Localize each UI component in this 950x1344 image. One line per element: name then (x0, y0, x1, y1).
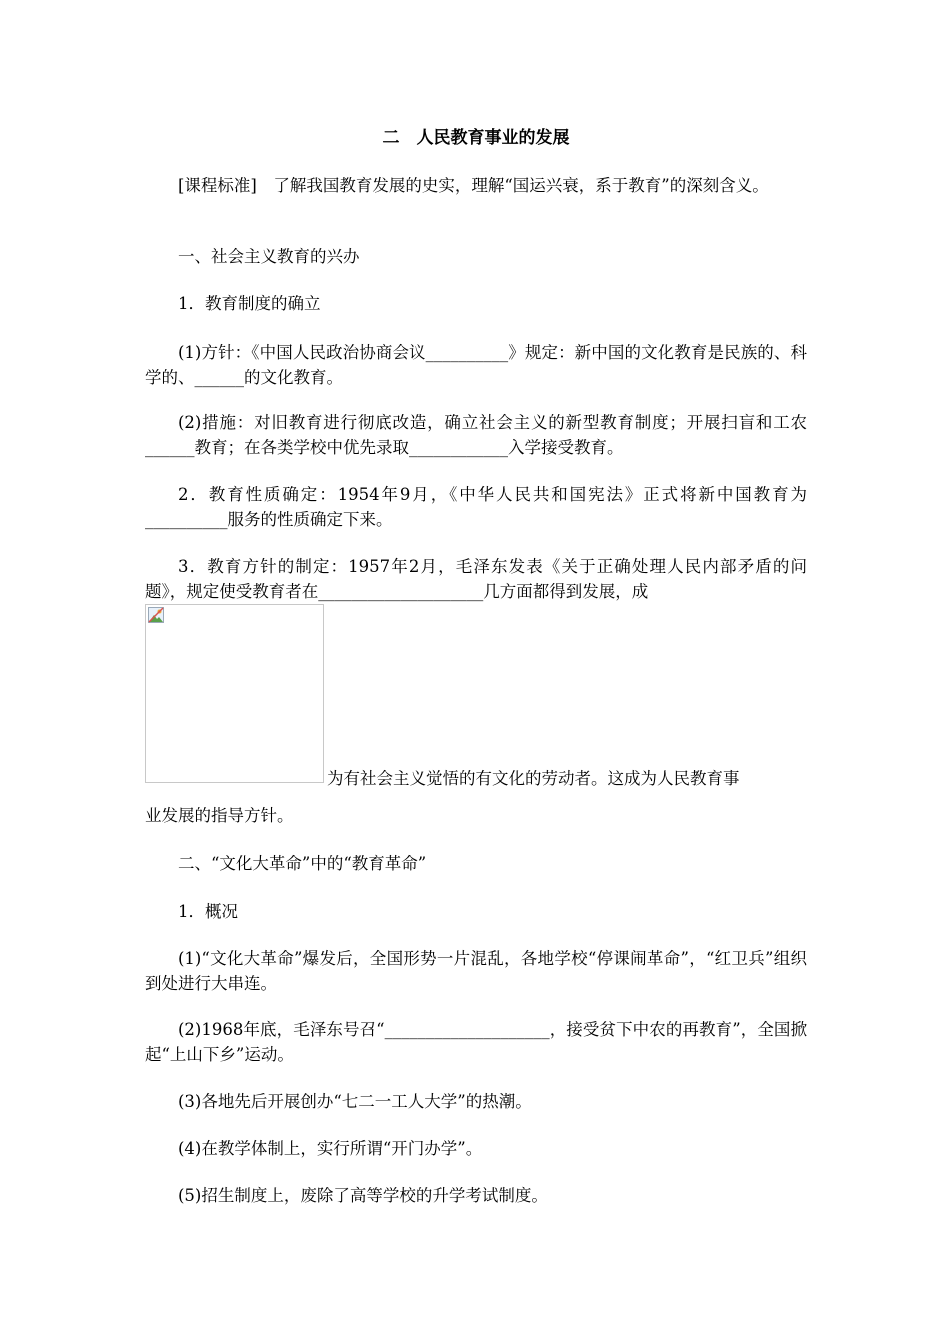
paragraph-2-1-1: (1)“文化大革命”爆发后，全国形势一片混乱，各地学校“停课闹革命”，“红卫兵”组织到处进行大串连。 (145, 949, 807, 993)
paragraph-2-1-5: (5)招生制度上，废除了高等学校的升学考试制度。 (178, 1186, 548, 1205)
paragraph-1-2: 2．教育性质确定：1954年9月，《中华人民共和国宪法》正式将新中国教育为__________服务的性质确定下来。 (145, 485, 807, 529)
subheading-1-1: 1．教育制度的确立 (178, 294, 321, 313)
curriculum-standard: [课程标准] 了解我国教育发展的史实，理解“国运兴衰，系于教育”的深刻含义。 (178, 176, 769, 195)
section-heading-1: 一、社会主义教育的兴办 (178, 247, 360, 266)
paragraph-1-1-1: (1)方针：《中国人民政治协商会议__________》规定：新中国的文化教育是民族的、科学的、______的文化教育。 (145, 343, 807, 387)
paragraph-2-1-4: (4)在教学体制上，实行所谓“开门办学”。 (178, 1139, 483, 1158)
subheading-2-1: 1．概况 (178, 902, 238, 921)
paragraph-2-1-2: (2)1968年底，毛泽东号召“____________________，接受贫下中农的再教育”，全国掀起“上山下乡”运动。 (145, 1020, 807, 1064)
paragraph-1-3-end: 业发展的指导方针。 (145, 806, 294, 825)
broken-image (145, 604, 324, 783)
paragraph-2-1-3: (3)各地先后开展创办“七二一工人大学”的热潮。 (178, 1092, 532, 1111)
paragraph-1-1-2: (2)措施：对旧教育进行彻底改造，确立社会主义的新型教育制度；开展扫盲和工农______教育；在各类学校中优先录取____________入学接受教育。 (145, 413, 807, 457)
paragraph-1-3: 3．教育方针的制定：1957年2月，毛泽东发表《关于正确处理人民内部矛盾的问题》，规定使受教育者在____________________几方面都得到发展，成 (145, 557, 807, 601)
page-title: 二 人民教育事业的发展 (382, 128, 570, 148)
broken-image-icon (148, 607, 164, 623)
paragraph-1-3-continued: 为有社会主义觉悟的有文化的劳动者。这成为人民教育事 (327, 769, 740, 788)
section-heading-2: 二、“文化大革命”中的“教育革命” (178, 854, 427, 873)
